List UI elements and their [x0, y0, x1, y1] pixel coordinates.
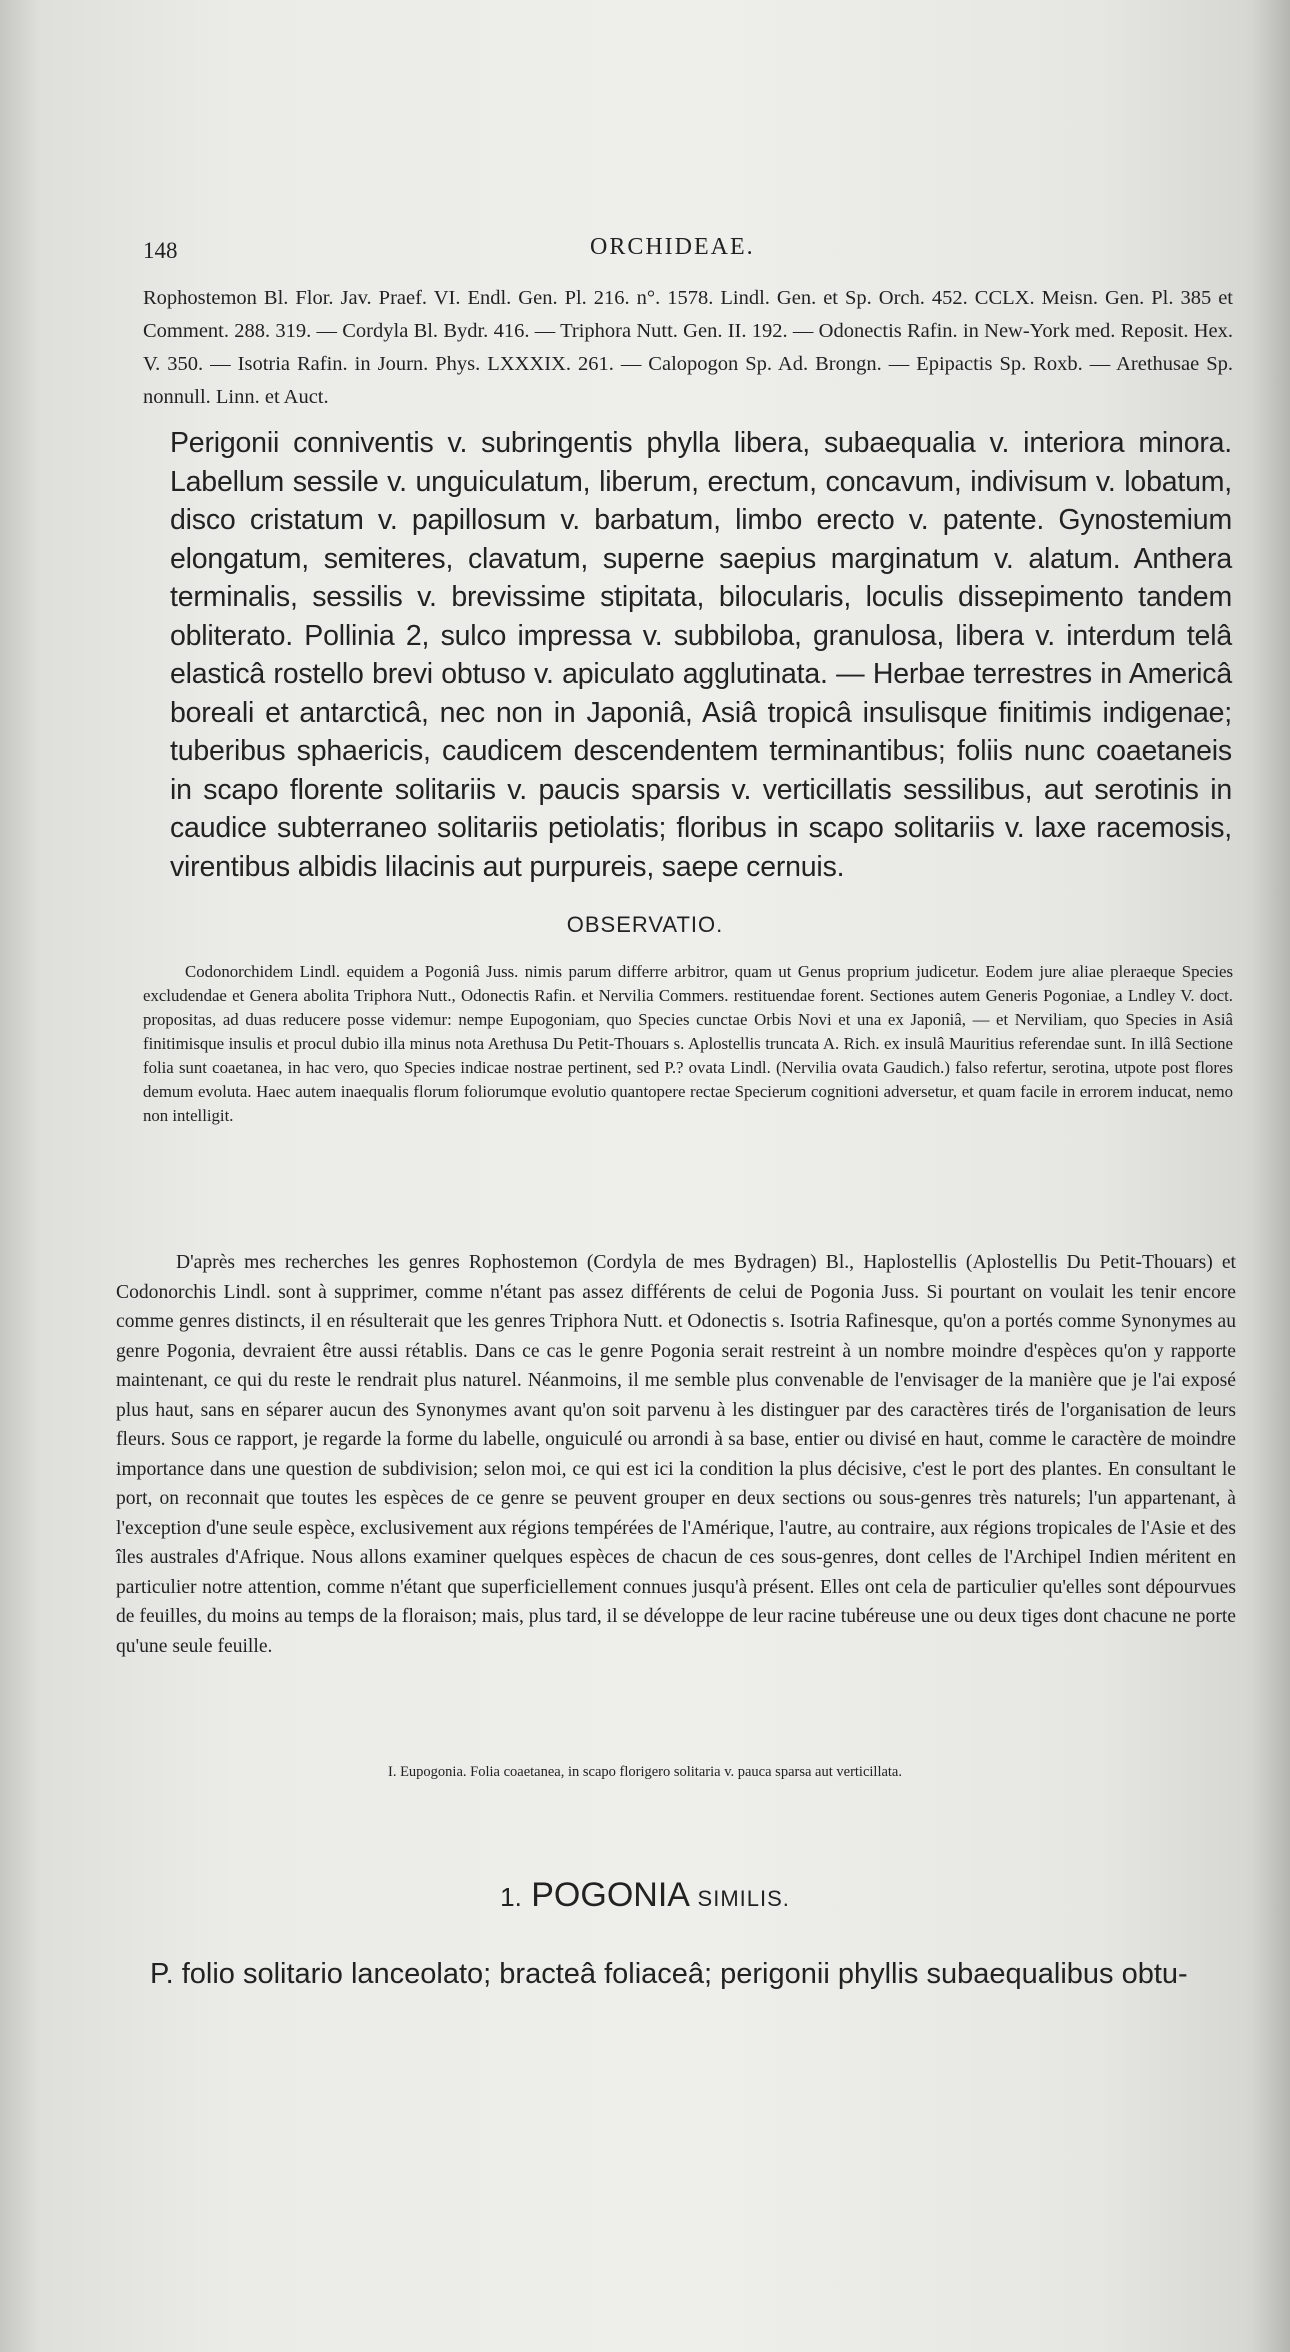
species-genus: POGONIA — [531, 1876, 689, 1914]
observatio-body: Codonorchidem Lindl. equidem a Pogoniâ Juss. nimis parum differre arbitror, quam ut Genus proprium judicetur. Eodem jure aliae pleraeque Species excludendae et Genera abolita Triphora Nutt., Odonectis Rafin. et Nervilia Commers. restituendae forent. Sectiones autem Generis Pogoniae, a Lndley V. doct. propositas, ad duas reducere posse videmur: nempe Eupogoniam, quo Species cunctae Orbis Novi et una ex Japoniâ, — et Nerviliam, quo Species in Asiâ finitimisque insulis et procul dubio illa minus nota Arethusa Du Petit-Thouars s. Aplostellis truncata A. Rich. ex insulâ Mauritius referendae sunt. In illâ Sectione folia sunt coaetanea, in hac vero, quo Species indicae nostrae pertinent, sed P.? ovata Lindl. (Nervilia ovata Gaudich.) falso refertur, serotina, utpote post flores demum evoluta. Haec autem inaequalis florum foliorumque evolutio quantopere rectae Specierum cognitioni adversetur, et quam facile in errorem inducat, nemo non intelligit. — [143, 962, 1233, 1125]
page-edge-shadow — [1250, 0, 1290, 2352]
species-number: 1. — [500, 1882, 522, 1912]
synonym-list: Rophostemon Bl. Flor. Jav. Praef. VI. Endl. Gen. Pl. 216. n°. 1578. Lindl. Gen. et Sp. Orch. 452. CCLX. Meisn. Gen. Pl. 385 et Comment. 288. 319. — Cordyla Bl. Bydr. 416. — Triphora Nutt. Gen. II. 192. — Odonectis Rafin. in New-York med. Reposit. Hex. V. 350. — Isotria Rafin. in Journ. Phys. LXXXIX. 261. — Calopogon Sp. Ad. Brongn. — Epipactis Sp. Roxb. — Arethusae Sp. nonnull. Linn. et Auct. — [143, 287, 1233, 408]
species-heading — [0, 1876, 1290, 1915]
french-commentary: D'après mes recherches les genres Rophostemon (Cordyla de mes Bydragen) Bl., Haplostellis (Aplostellis Du Petit-Thouars) et Codonorchis Lindl. sont à supprimer, comme n'étant pas assez différents de celui de Pogonia Juss. Si pourtant on voulait les tenir encore comme genres distincts, il en résulterait que les genres Triphora Nutt. et Odonectis s. Isotria Rafinesque, qu'on a portés comme Synonymes au genre Pogonia, devraient être aussi rétablis. Dans ce cas le genre Pogonia serait restreint à un nombre moindre d'espèces qu'on y rapporte maintenant, ce qui du reste le rendrait plus naturel. Néanmoins, il me semble plus convenable de l'envisager de la manière que je l'ai exposé plus haut, sans en séparer aucun des Synonymes avant qu'on soit parvenu à les distinguer par des caractères tirés de l'organisation de leurs fleurs. Sous ce rapport, je regarde la forme du labelle, onguiculé ou arrondi à sa base, entier ou divisé en haut, comme le caractère de moindre importance dans une question de subdivision; selon moi, ce qui est ici la condition la plus décisive, c'est le port des plantes. En consultant le port, on reconnait que toutes les espèces de ce genre se peuvent grouper en deux sections ou sous-genres très naturels; l'un appartenant, à l'exception d'une seule espèce, exclusivement aux régions tempérées de l'Amérique, l'autre, au contraire, aux régions tropicales de l'Asie et des îles australes d'Afrique. Nous allons examiner quelques espèces de chacun de ces sous-genres, dont celles de l'Archipel Indien méritent en particulier notre attention, comme n'étant que superficiellement connues jusqu'à présent. Elles ont cela de particulier qu'elles sont dépourvues de feuilles, du moins au temps de la floraison; mais, plus tard, il se développe de leur racine tubéreuse une ou deux tiges dont chacune ne porte qu'une seule feuille. — [116, 1252, 1236, 1657]
species-diagnosis: P. folio solitario lanceolato; bracteâ foliaceâ; perigonii phyllis subaequalibus obtu- — [150, 1958, 1188, 1990]
genus-description: Perigonii conniventis v. subringentis phylla libera, subaequalia v. interiora minora. Labellum sessile v. unguiculatum, liberum, erectum, concavum, indivisum v. lobatum, disco cristatum v. papillosum v. barbatum, limbo erecto v. patente. Gynostemium elongatum, semiteres, clavatum, superne saepius marginatum v. alatum. Anthera terminalis, sessilis v. brevissime stipitata, bilocularis, loculis dissepimento tandem obliterato. Pollinia 2, sulco impressa v. subbiloba, granulosa, libera v. interdum telâ elasticâ rostello brevi obtuso v. apiculato agglutinata. — Herbae terrestres in Americâ boreali et antarcticâ, nec non in Japoniâ, Asiâ tropicâ insulisque finitimis indigenae; tuberibus sphaericis, caudicem descendentem terminantibus; foliis nunc coaetaneis in scapo florente solitariis v. paucis sparsis v. verticillatis sessilibus, aut serotinis in caudice subterraneo solitariis petiolatis; floribus in scapo solitariis v. laxe racemosis, virentibus albidis lilacinis aut purpureis, saepe cernuis. — [170, 427, 1232, 883]
observatio-heading: OBSERVATIO. — [566, 912, 724, 937]
section-note: I. Eupogonia. Folia coaetanea, in scapo florigero solitaria v. pauca sparsa aut verticillata. — [387, 1764, 902, 1780]
page-number: 148 — [143, 238, 178, 263]
page-gutter-shadow — [0, 0, 40, 2352]
running-head: ORCHIDEAE. — [590, 234, 755, 260]
species-epithet: SIMILIS. — [697, 1886, 790, 1911]
